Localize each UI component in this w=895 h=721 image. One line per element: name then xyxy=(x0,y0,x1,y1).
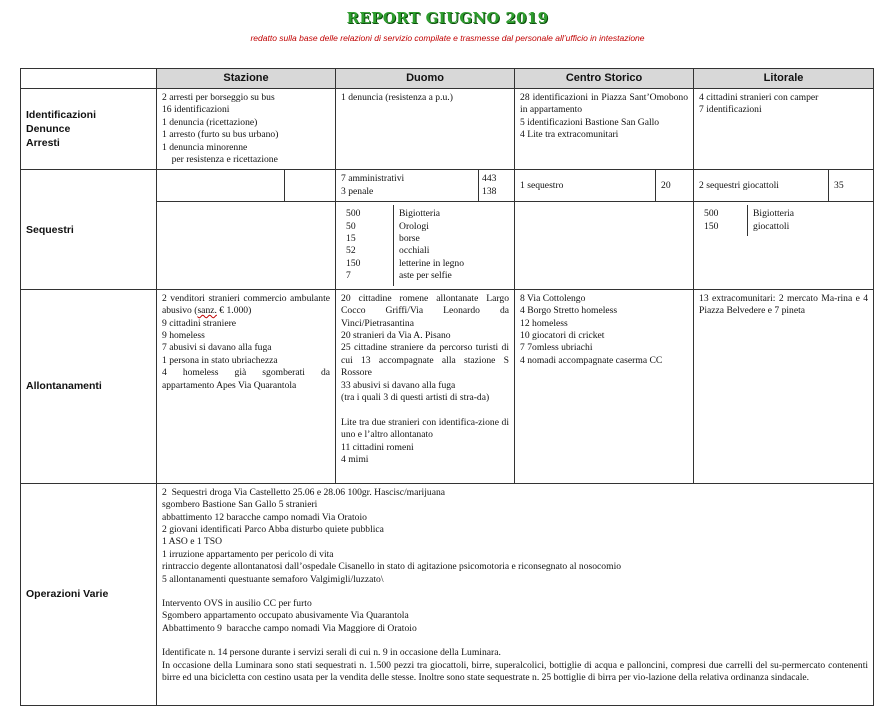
report-title: REPORT GIUGNO 2019 xyxy=(346,9,549,27)
duomo-seized-items-list: Bigiotteria Orologi borse occhiali letterine in legno aste per selfie xyxy=(394,205,510,285)
cell-sequestri-litorale-text: 2 sequestri giocattoli xyxy=(694,170,829,202)
header-stazione: Stazione xyxy=(157,69,336,89)
cell-sequestri-duomo-nums: 443 138 xyxy=(479,170,515,202)
litorale-seized-items-list: Bigiotteria giocattoli xyxy=(748,205,869,236)
cell-identificazioni-duomo: 1 denuncia (resistenza a p.u.) xyxy=(336,89,515,170)
cell-sequestri-litorale-num: 35 xyxy=(829,170,874,202)
duomo-seized-qty: 500 50 15 52 150 7 xyxy=(346,208,361,282)
row-allontanamenti xyxy=(21,289,874,483)
row-label-allontanamenti: Allontanamenti xyxy=(21,289,157,483)
row-label-sequestri: Sequestri xyxy=(21,170,157,289)
stazione-text-part1: 2 venditori stranieri commercio ambulante abusivo ( xyxy=(162,292,333,317)
row-label-operazioni: Operazioni Varie xyxy=(21,483,157,705)
header-duomo: Duomo xyxy=(336,69,515,89)
cell-sequestri-centro-text: 1 sequestro xyxy=(515,170,656,202)
cell-sequestri-litorale-detail xyxy=(694,202,874,289)
litorale-seized-items xyxy=(699,205,868,236)
header-corner xyxy=(21,69,157,89)
cell-sequestri-centro-num: 20 xyxy=(656,170,694,202)
cell-operazioni-varie xyxy=(157,483,874,705)
litorale-seized-qty: 500 150 xyxy=(704,208,719,232)
stazione-text-sanz: sanz. xyxy=(197,305,217,317)
header-centro-storico: Centro Storico xyxy=(515,69,694,89)
cell-identificazioni-stazione: 2 arresti per borseggio su bus 16 identificazioni 1 denuncia (ricettazione) 1 arresto (furto su bus urbano) 1 denuncia minorenne per resistenza e ricettazione xyxy=(157,89,336,170)
cell-allontanamenti-centro: 8 Via Cottolengo 4 Borgo Stretto homeless 12 homeless 10 giocatori di cricket 7 7omless ubriachi 4 nomadi accompagnate caserma CC xyxy=(515,289,694,483)
operazioni-block-3: Identificate n. 14 persone durante i servizi serali di cui n. 9 in occasione della Luminara. In occasione della Luminara sono stati sequestrati n. 1.500 pezzi tra giocattoli, birre, superalcolici, bottiglie di acqua e palloncini, compresi due carrelli del su-permercato contenenti birre ed una bicicletta con cestino usata per la vendita delle stesse. Inoltre sono state sequestrate n. 25 bottiglie di birra per vio-lazione della relativa ordinanza sindacale. xyxy=(162,647,869,683)
cell-sequestri-duomo-text: 7 amministrativi 3 penale xyxy=(336,170,479,202)
header-litorale: Litorale xyxy=(694,69,874,89)
cell-sequestri-centro-detail-empty xyxy=(515,202,694,289)
report-subtitle: redatto sulla base delle relazioni di servizio compilate e trasmesse dal personale all’ufficio in intestazione xyxy=(250,33,645,43)
duomo-seized-items xyxy=(341,205,509,285)
header-row xyxy=(21,69,874,89)
row-identificazioni xyxy=(21,89,874,170)
cell-allontanamenti-duomo: 20 cittadine romene allontanate Largo Cocco Griffi/Via Leonardo da Vinci/Pietrasantina 20 stranieri da Via A. Pisano 25 cittadine straniere da percorso turisti di cui 13 accompagnate alla stazione S Rossore 33 abusivi si davano alla fuga (tra i quali 3 di questi artisti di stra-da) Lite tra due stranieri con identifica-zione di uno e l’altro allontanato 11 cittadini romeni 4 mimi xyxy=(336,289,515,483)
cell-identificazioni-litorale: 4 cittadini stranieri con camper 7 identificazioni xyxy=(694,89,874,170)
operazioni-block-2: Intervento OVS in ausilio CC per furto Sgombero appartamento occupato abusivamente Via Quarantola Abbattimento 9 baracche campo nomadi Via Maggiore di Oratoio xyxy=(162,597,417,634)
cell-sequestri-stazione-num-empty xyxy=(285,170,336,202)
row-sequestri-a xyxy=(21,170,874,202)
cell-allontanamenti-litorale: 13 extracomunitari: 2 mercato Ma-rina e 4 Piazza Belvedere e 7 pineta xyxy=(694,289,874,483)
cell-sequestri-stazione-detail-empty xyxy=(157,202,336,289)
stazione-text-part2: € 1.000) 9 cittadini straniere 9 homeless 7 abusivi si davano alla fuga 1 persona in stato ubriachezza 4 homeless già sgomberati da appartamento Apes Via Quarantola xyxy=(162,305,331,391)
row-operazioni xyxy=(21,483,874,705)
cell-allontanamenti-stazione xyxy=(157,289,336,483)
cell-sequestri-stazione-empty xyxy=(157,170,285,202)
report-table xyxy=(20,68,874,706)
row-label-identificazioni: Identificazioni Denunce Arresti xyxy=(21,89,157,170)
cell-identificazioni-centro: 28 identificazioni in Piazza Sant’Omobono in appartamento 5 identificazioni Bastione San Gallo 4 Lite tra extracomunitari xyxy=(515,89,694,170)
operazioni-block-1: 2 Sequestri droga Via Castelletto 25.06 e 28.06 100gr. Hascisc/marijuana sgombero Bastione San Gallo 5 stranieri abbattimento 12 baracche campo nomadi Via Oratoio 2 giovani identificati Parco Abba disturbo quiete pubblica 1 ASO e 1 TSO 1 irruzione appartamento per pericolo di vita rintraccio degente allontanatosi dall’ospedale Cisanello in stato di agitazione psicomotoria e riconsegnato al nosocomio 5 allontanamenti questuante semaforo Valgimigli/luzzato\ xyxy=(162,486,622,585)
cell-sequestri-duomo-detail xyxy=(336,202,515,289)
